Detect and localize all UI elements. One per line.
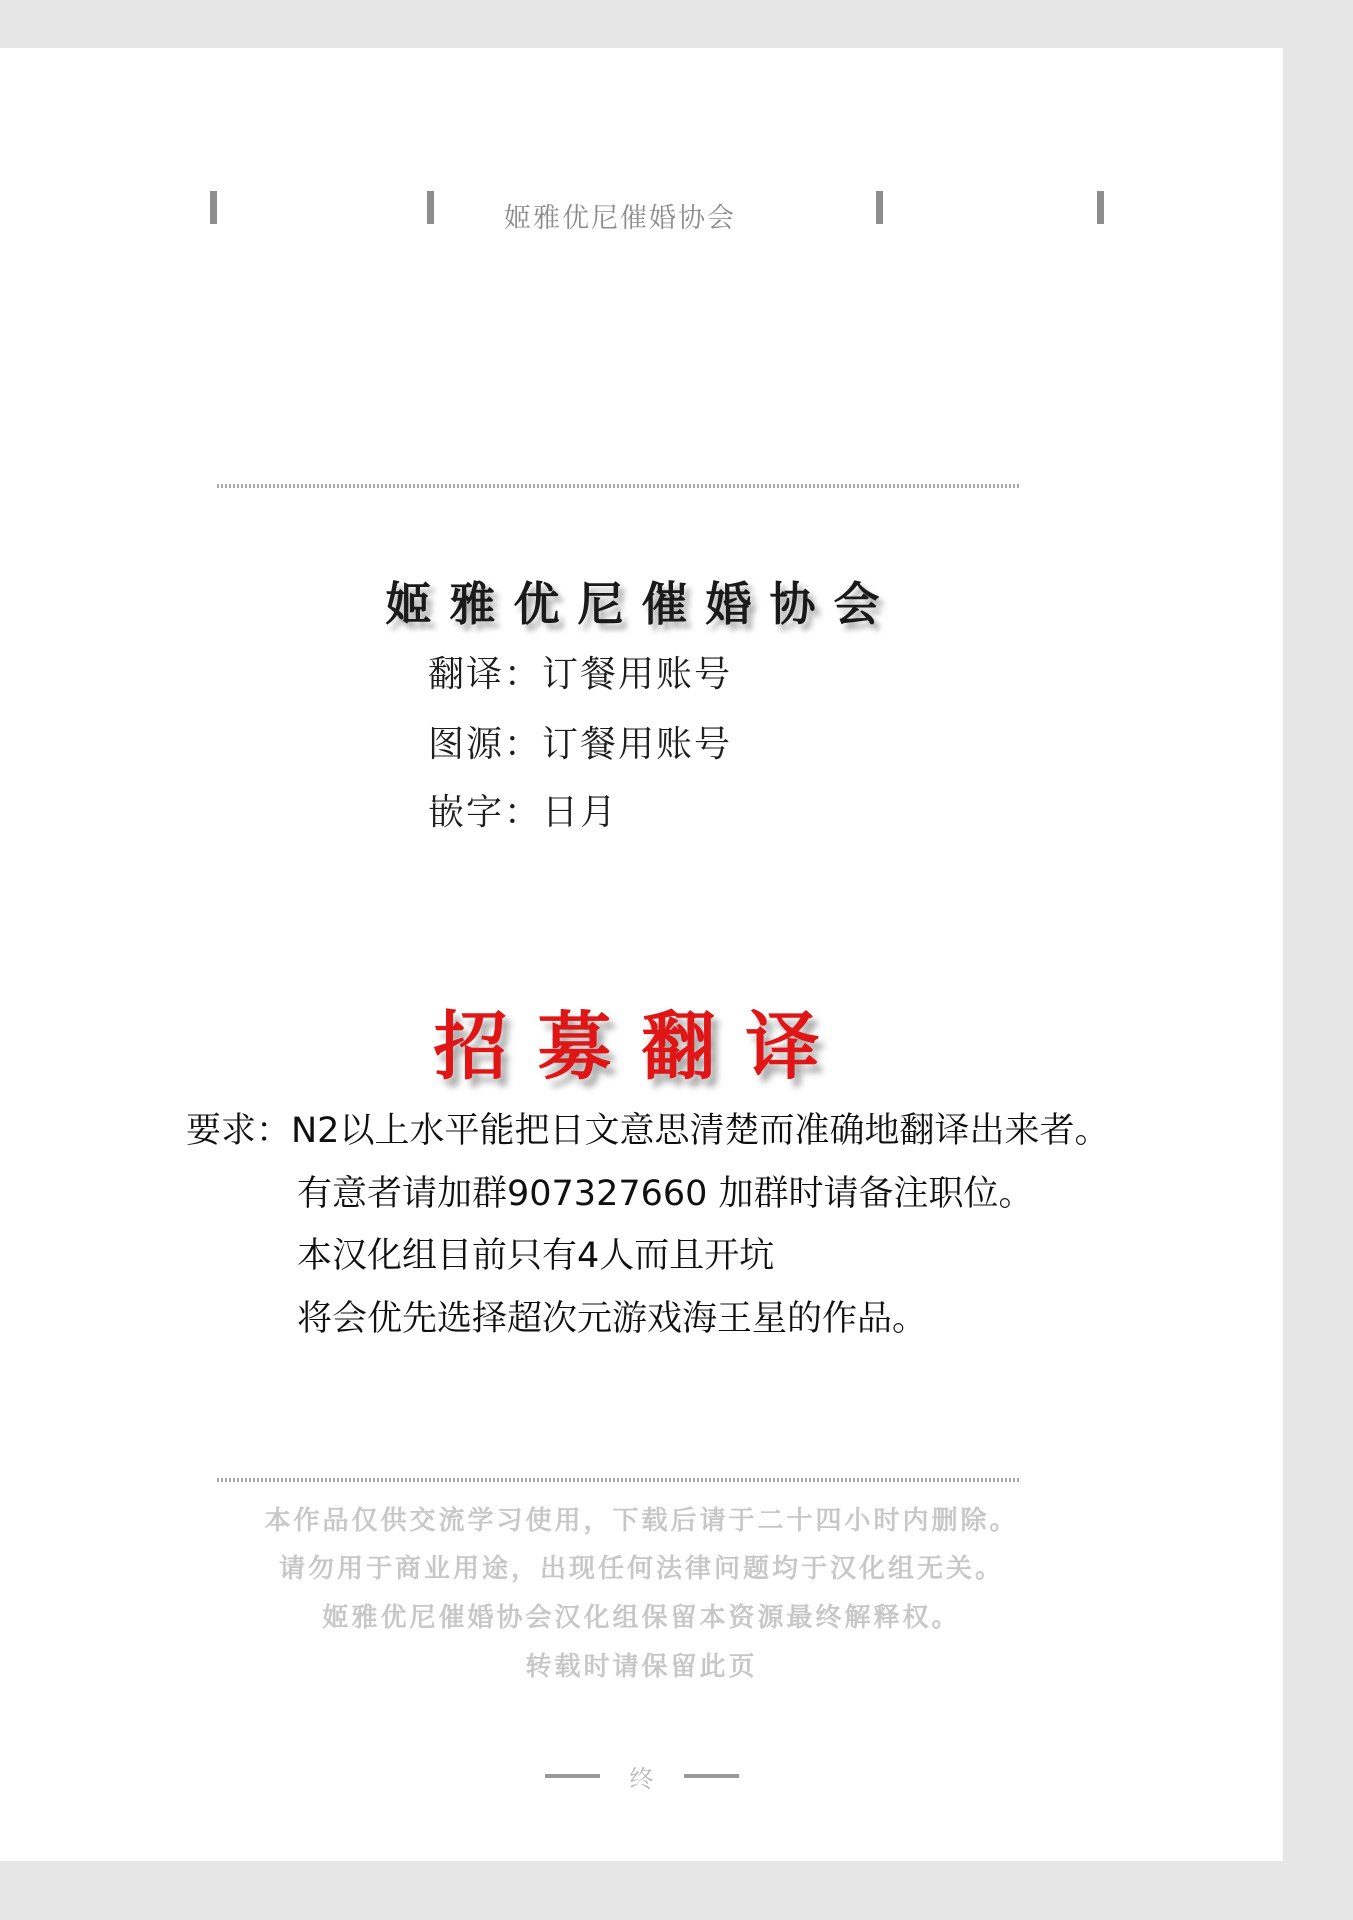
recruit-info-line: 本汉化组目前只有4人而且开坑: [297, 1236, 775, 1276]
credit-source: 图源：订餐用账号: [428, 724, 733, 765]
recruit-preference-line: 将会优先选择超次元游戏海王星的作品。: [297, 1299, 928, 1339]
dotted-divider-top: [217, 484, 1021, 488]
document-page: [0, 48, 1283, 1861]
header-title: 姬雅优尼催婚协会: [504, 203, 736, 234]
end-dash-left: [545, 1774, 600, 1778]
disclaimer-line: 转载时请保留此页: [525, 1652, 758, 1682]
disclaimer-line: 姬雅优尼催婚协会汉化组保留本资源最终解释权。: [322, 1603, 961, 1633]
recruit-requirement-line: 要求：N2以上水平能把日文意思清楚而准确地翻译出来者。: [186, 1111, 1110, 1151]
end-mark: [0, 1756, 1283, 1796]
end-dash-right: [684, 1774, 739, 1778]
recruit-contact-line: 有意者请加群907327660 加群时请备注职位。: [297, 1174, 1034, 1214]
dotted-divider-bottom: [217, 1478, 1021, 1482]
recruit-title: 招募翻译: [433, 1004, 850, 1090]
credit-translation: 翻译：订餐用账号: [428, 654, 733, 695]
credit-typesetting: 嵌字：日月: [428, 792, 619, 833]
disclaimer-line: 本作品仅供交流学习使用，下载后请于二十四小时内删除。: [264, 1506, 1019, 1536]
disclaimer-line: 请勿用于商业用途，出现任何法律问题均于汉化组无关。: [278, 1554, 1004, 1584]
group-title: 姬雅优尼催婚协会: [385, 577, 898, 631]
end-char: 终: [629, 1764, 654, 1793]
